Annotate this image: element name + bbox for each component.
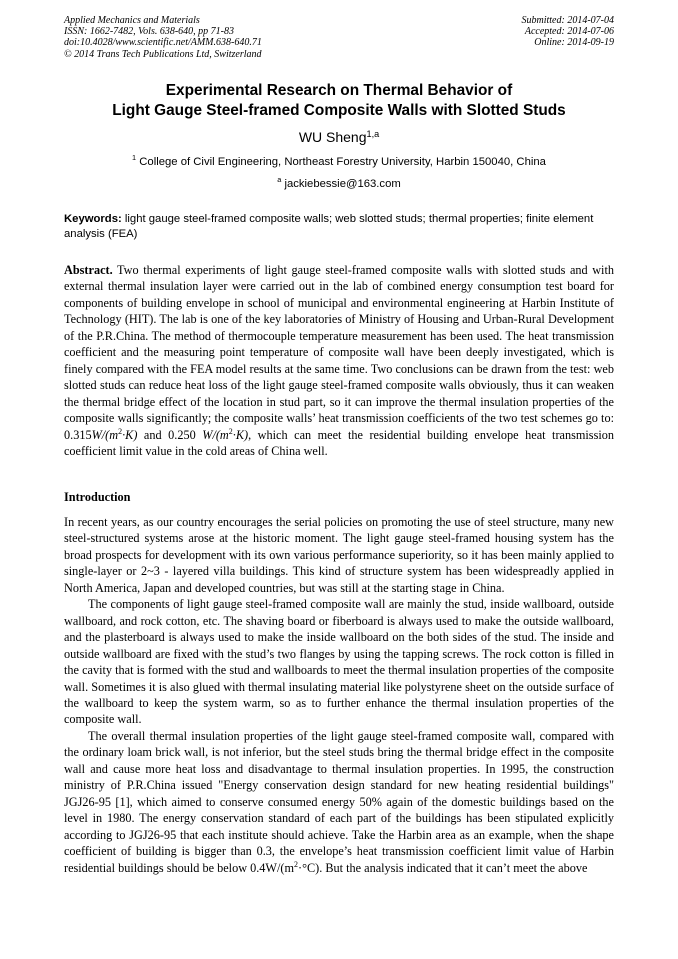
unit-b-sup: 2 (228, 426, 233, 436)
journal-copyright: © 2014 Trans Tech Publications Ltd, Switzerland (64, 48, 262, 60)
publication-dates (522, 15, 615, 60)
journal-name: Applied Mechanics and Materials (64, 15, 200, 26)
email-text: jackiebessie@163.com (284, 178, 401, 190)
affiliation-text: College of Civil Engineering, Northeast Forestry University, Harbin 150040, China (139, 156, 546, 168)
email-sup: a (277, 175, 282, 184)
intro-paragraph-3-sup: 2 (294, 859, 298, 869)
paper-title (40, 81, 638, 121)
intro-paragraph-2: The components of light gauge steel-framed composite wall are mainly the stud, inside wallboard, outside wallboard, and rock cotton, etc. The shaving board or fiberboard is always used to make the outside wallboard, and the plasterboard is always used to make the inside wallboard on the both sides of the stud. The inside and outside wallboard are fixed with the stud’s two flanges by using the tapping screws. The rock cotton is filled in the cavity that is formed with the stud and wallboards to meet the thermal insulation properties of the composite wall. Sometimes it is also glued with thermal insulating material like polystyrene sheet on the outside surface of the wallboard to keep the system warm, so as to further enhance the thermal insulation properties of the composite wall. (64, 597, 614, 727)
unit-b: W/(m (202, 427, 229, 442)
abstract (64, 262, 614, 459)
intro-paragraph-1: In recent years, as our country encourages the serial policies on promoting the use of steel structure, many new steel-structured systems arose at the historic moment. The light gauge steel-framed housing system has the broad prospects for development with its own various performance superiority, so it has been mainly applied to single-layer or 2~3 - layered villa buildings. This kind of structure system has been widespreadly applied in North America, Japan and developed countries, but was still at the starting stage in China. (64, 515, 614, 595)
abstract-text-1: Two thermal experiments of light gauge steel-framed composite walls with slotted studs and with external thermal insulation layer were carried out in the lab of combined energy consumption test board for components of building envelope in school of municipal and environmental engineering at Harbin Institute of Technology (HIT). The lab is one of the key laboratories of Ministry of Housing and Urban-Rural Development of the P.R.China. The method of thermocouple temperature measurement has been used. The heat transmission coefficient and the measuring point temperature of composite wall have been deeply investigated, which is finely compared with the FEA model results at the same time. Two conclusions can be drawn from the test: web slotted studs can reduce heat loss of the light gauge steel-framed composite walls obviously, thus it can weaken the thermal bridge effect of the location in stud part, so it can improve the thermal insulation properties of the composite walls significantly; the composite walls’ heat transmission coefficients of the two test schemes go to: 0.315 (64, 263, 614, 442)
journal-doi: doi:10.4028/www.scientific.net/AMM.638-640.71 (64, 37, 262, 49)
abstract-label: Abstract. (64, 263, 113, 277)
author-sup: 1,a (366, 129, 380, 139)
unit-b-end: ·K) (232, 427, 249, 442)
journal-header (64, 15, 614, 60)
intro-paragraph-3 (64, 728, 614, 876)
title-line-2: Light Gauge Steel-framed Composite Walls with Slotted Studs (112, 102, 566, 119)
journal-issn: ISSN: 1662-7482, Vols. 638-640, pp 71-83 (64, 26, 234, 38)
submitted-date: Submitted: 2014-07-04 (521, 15, 614, 26)
intro-paragraph-3-a: The overall thermal insulation properties of the light gauge steel-framed composite wall, compared with the ordinary loam brick wall, is not inferior, but the steel studs bring the thermal bridge effect in the composite wall and cause more heat loss and disadvantage to thermal insulation properties. In 1995, the construction ministry of P.R.China issued "Energy conservation design standard for new heating residential buildings" JGJ26-95 [1], which aimed to conserve consumed energy 50% again of the domestic buildings based on the level in 1980. The energy conservation standard of each part of the buildings has been stipulated explicitly according to JGJ26-95 that each institute should achieve. Take the Harbin area as an example, when the shape coefficient of building is bigger than 0.3, the envelope’s heat transmission coefficient limit value of Harbin residential buildings should be below 0.4W/(m (64, 728, 614, 875)
intro-paragraph-3-b: ·°C). But the analysis indicated that it can’t meet the above (297, 860, 588, 875)
author-email (0, 175, 678, 190)
author (0, 129, 678, 145)
unit-a: W/(m (91, 427, 119, 442)
title-line-1: Experimental Research on Thermal Behavior of (165, 82, 513, 99)
introduction-body (64, 514, 614, 876)
abstract-and: and 0.250 (137, 427, 203, 442)
accepted-date: Accepted: 2014-07-06 (524, 26, 614, 38)
affiliation (0, 153, 678, 168)
journal-info (64, 15, 262, 60)
abstract-text-2: , which can meet the residential building envelope heat transmission coefficient limit value in the cold areas of China well. (64, 427, 614, 458)
keywords-text: light gauge steel-framed composite walls; web slotted studs; thermal properties; finite element analysis (FEA) (64, 213, 594, 240)
author-name: WU Sheng (298, 129, 367, 145)
affiliation-sup: 1 (132, 153, 137, 162)
keywords (64, 212, 614, 241)
unit-a-sup: 2 (118, 426, 123, 436)
keywords-label: Keywords: (64, 213, 122, 225)
introduction-heading: Introduction (64, 490, 131, 504)
online-date: Online: 2014-09-19 (534, 37, 614, 49)
unit-a-end: ·K) (122, 427, 138, 442)
